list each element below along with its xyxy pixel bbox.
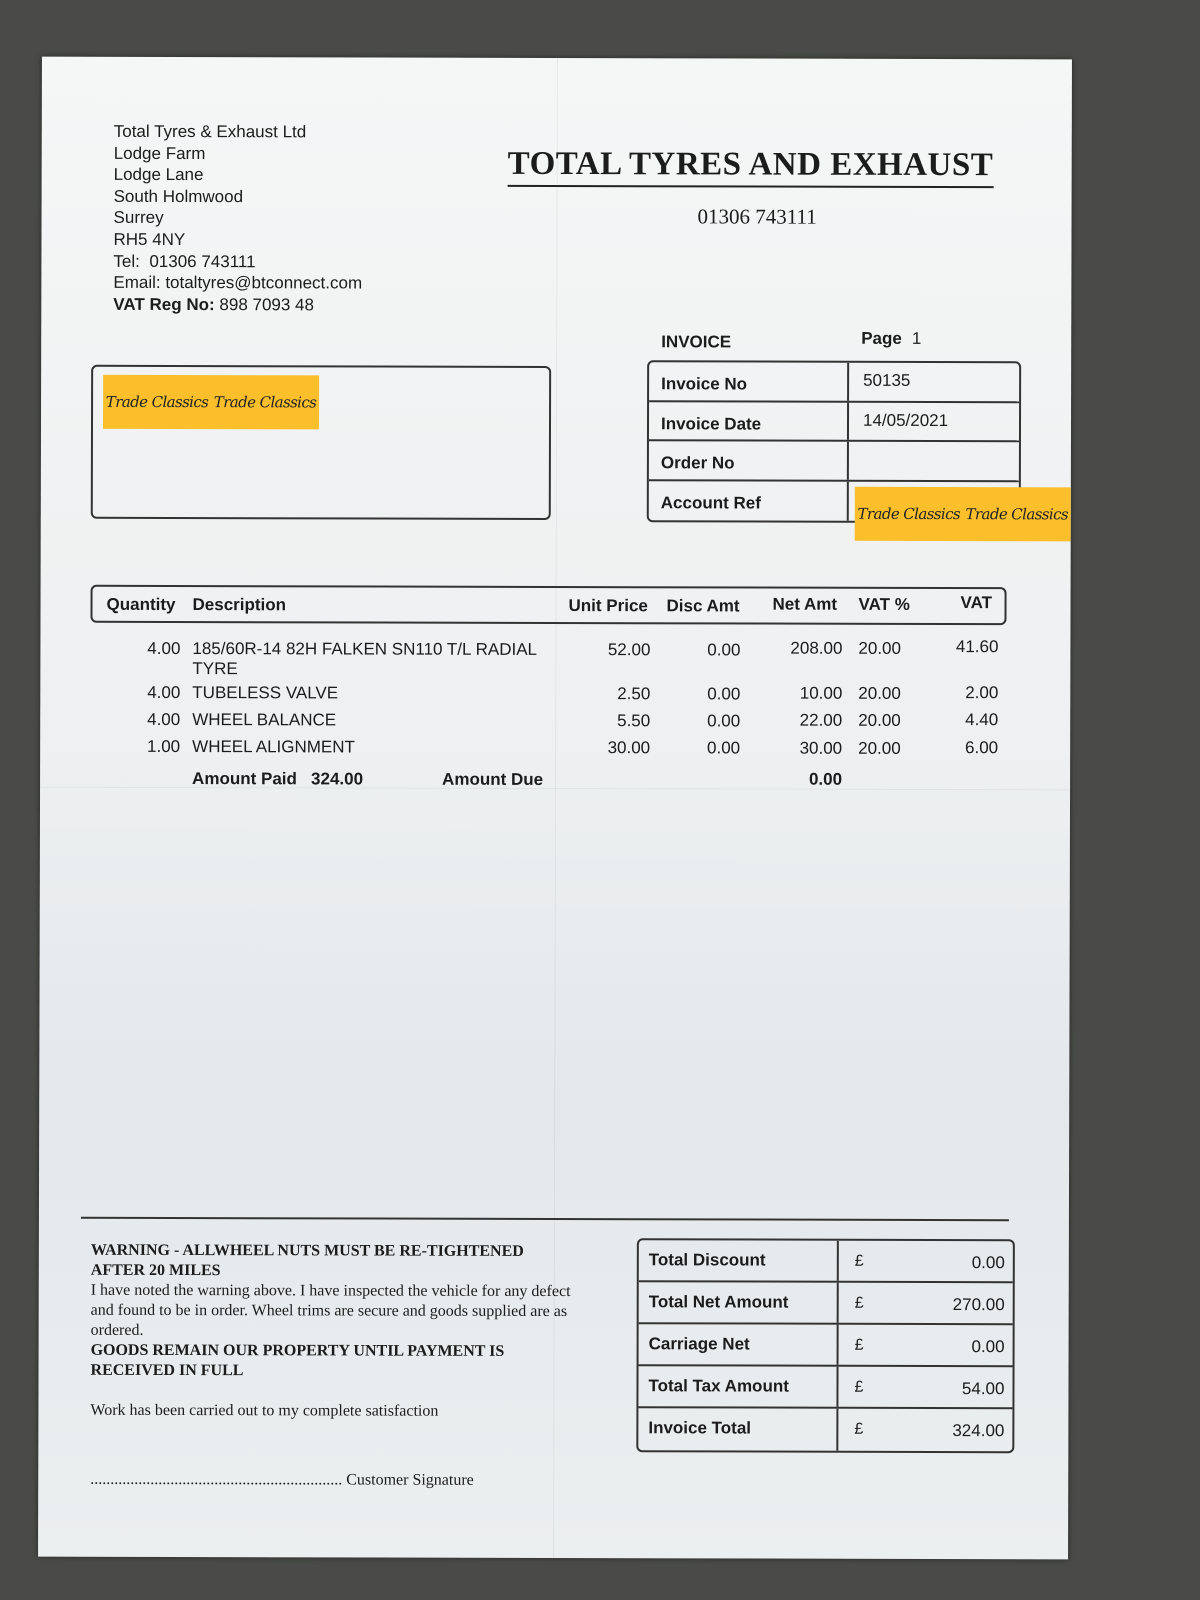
currency-symbol: £ bbox=[854, 1336, 864, 1354]
col-vat: VAT bbox=[960, 593, 993, 613]
item-unit-price: 2.50 bbox=[617, 684, 651, 704]
signature-dots: ............................................................... bbox=[90, 1470, 343, 1489]
col-description: Description bbox=[192, 595, 287, 615]
header-phone: 01306 743111 bbox=[697, 204, 817, 229]
redaction-sticker bbox=[103, 375, 319, 430]
item-vat-pct: 20.00 bbox=[858, 710, 901, 730]
field-label: Account Ref bbox=[649, 481, 849, 521]
item-net: 30.00 bbox=[799, 738, 843, 758]
item-unit-price: 52.00 bbox=[607, 640, 651, 660]
amount-due-label: Amount Due bbox=[442, 769, 544, 789]
item-vat-pct: 20.00 bbox=[858, 638, 901, 658]
item-vat-pct: 20.00 bbox=[858, 738, 901, 758]
item-net: 10.00 bbox=[799, 683, 843, 703]
tel-value: 01306 743111 bbox=[149, 251, 256, 271]
item-unit-price: 30.00 bbox=[607, 738, 651, 758]
amount-paid-label: Amount Paid bbox=[192, 769, 297, 789]
total-discount-row bbox=[639, 1240, 1013, 1283]
totals-label: Carriage Net bbox=[639, 1324, 839, 1365]
order-no-row bbox=[649, 441, 1019, 481]
currency-symbol: £ bbox=[854, 1378, 864, 1396]
company-address bbox=[113, 121, 362, 316]
item-qty: 4.00 bbox=[147, 638, 181, 659]
totals-value: 270.00 bbox=[952, 1295, 1005, 1315]
field-label: Invoice No bbox=[649, 362, 849, 400]
totals-label: Total Net Amount bbox=[639, 1282, 839, 1323]
invoice-no-row bbox=[649, 362, 1019, 402]
item-desc: WHEEL BALANCE bbox=[192, 710, 337, 730]
item-desc: TUBELESS VALVE bbox=[192, 683, 339, 703]
company-vat bbox=[113, 294, 362, 316]
page-indicator bbox=[861, 329, 921, 349]
company-title: TOTAL TYRES AND EXHAUST bbox=[508, 146, 994, 188]
satisfaction-line: Work has been carried out to my complete satisfaction bbox=[90, 1401, 439, 1420]
watermark-text: Trade Classics bbox=[965, 505, 1069, 524]
item-net: 208.00 bbox=[790, 638, 843, 658]
address-line: Lodge Lane bbox=[113, 165, 204, 185]
totals-value: 0.00 bbox=[971, 1337, 1005, 1357]
col-unit-price: Unit Price bbox=[568, 596, 648, 616]
invoice-sheet bbox=[38, 57, 1072, 1560]
company-tel bbox=[113, 250, 362, 272]
note-line: ordered. bbox=[90, 1321, 144, 1339]
currency-symbol: £ bbox=[854, 1294, 864, 1312]
col-vat-pct: VAT % bbox=[858, 594, 910, 614]
address-line: South Holmwood bbox=[113, 186, 244, 206]
vat-value: 898 7093 48 bbox=[219, 294, 314, 315]
footer-divider bbox=[81, 1217, 1009, 1221]
item-vat-pct: 20.00 bbox=[858, 683, 901, 703]
totals-label: Total Discount bbox=[639, 1240, 839, 1281]
invoice-date-row bbox=[649, 402, 1019, 442]
field-label: Order No bbox=[649, 441, 849, 479]
watermark-text: Trade Classics bbox=[857, 504, 961, 524]
warning-line: WARNING - ALLWHEEL NUTS MUST BE RE-TIGHTENED bbox=[90, 1241, 524, 1260]
email-value: totaltyres@btconnect.com bbox=[165, 273, 363, 293]
goods-line: GOODS REMAIN OUR PROPERTY UNTIL PAYMENT IS bbox=[90, 1341, 505, 1360]
invoice-label: INVOICE bbox=[661, 332, 732, 352]
total-tax-row bbox=[638, 1366, 1012, 1409]
signature-line bbox=[90, 1471, 474, 1490]
totals-value: 54.00 bbox=[961, 1379, 1005, 1399]
invoice-total-row bbox=[638, 1408, 1012, 1451]
field-label: Invoice Date bbox=[649, 402, 849, 440]
totals-value: 324.00 bbox=[952, 1421, 1005, 1441]
warning-notice bbox=[90, 1241, 620, 1422]
order-number bbox=[849, 442, 1019, 480]
company-email bbox=[113, 272, 362, 294]
page-label: Page bbox=[861, 328, 902, 348]
item-desc-cont: TYRE bbox=[192, 659, 238, 679]
total-net-row bbox=[639, 1282, 1013, 1325]
note-line: and found to be in order. Wheel trims are secure and goods supplied are as bbox=[90, 1301, 568, 1321]
item-net: 22.00 bbox=[799, 710, 843, 730]
item-desc: WHEEL ALIGNMENT bbox=[192, 737, 355, 757]
address-line: Lodge Farm bbox=[113, 143, 206, 163]
totals-value: 0.00 bbox=[971, 1253, 1005, 1273]
watermark-text: Trade Classics bbox=[105, 392, 209, 412]
amount-paid-value: 324.00 bbox=[311, 769, 364, 789]
redaction-sticker bbox=[855, 487, 1071, 542]
col-net-amt: Net Amt bbox=[772, 594, 838, 614]
totals-label: Total Tax Amount bbox=[638, 1366, 838, 1407]
totals-label: Invoice Total bbox=[638, 1408, 838, 1451]
email-label: Email: bbox=[113, 272, 161, 293]
invoice-date: 14/05/2021 bbox=[862, 410, 949, 430]
item-vat: 6.00 bbox=[965, 738, 999, 758]
warning-line: AFTER 20 MILES bbox=[90, 1261, 221, 1280]
vat-label: VAT Reg No: bbox=[113, 294, 215, 314]
item-desc: 185/60R-14 82H FALKEN SN110 T/L RADIAL bbox=[192, 639, 538, 659]
item-unit-price: 5.50 bbox=[617, 711, 651, 731]
note-line: I have noted the warning above. I have inspected the vehicle for any defect bbox=[90, 1281, 571, 1301]
goods-line: RECEIVED IN FULL bbox=[90, 1361, 244, 1380]
item-qty: 4.00 bbox=[147, 709, 181, 730]
address-line: RH5 4NY bbox=[113, 229, 186, 249]
item-qty: 4.00 bbox=[147, 682, 181, 703]
tel-label: Tel: bbox=[113, 251, 140, 271]
currency-symbol: £ bbox=[854, 1420, 864, 1438]
item-vat: 2.00 bbox=[965, 683, 999, 703]
address-line: Surrey bbox=[113, 208, 164, 228]
item-disc: 0.00 bbox=[707, 640, 741, 660]
item-vat: 41.60 bbox=[955, 637, 999, 657]
amount-due-value: 0.00 bbox=[808, 769, 843, 789]
watermark-text: Trade Classics bbox=[213, 393, 317, 412]
item-disc: 0.00 bbox=[707, 684, 741, 704]
signature-label: Customer Signature bbox=[346, 1471, 474, 1489]
invoice-number: 50135 bbox=[863, 370, 911, 390]
item-disc: 0.00 bbox=[707, 711, 741, 731]
currency-symbol: £ bbox=[854, 1252, 864, 1270]
item-qty: 1.00 bbox=[147, 736, 181, 757]
items-header bbox=[90, 585, 1006, 625]
address-line: Total Tyres & Exhaust Ltd bbox=[113, 121, 307, 142]
carriage-net-row bbox=[639, 1324, 1013, 1367]
page-number: 1 bbox=[911, 328, 922, 348]
totals-box bbox=[636, 1238, 1015, 1453]
col-disc-amt: Disc Amt bbox=[666, 596, 740, 616]
item-disc: 0.00 bbox=[707, 738, 741, 758]
col-quantity: Quantity bbox=[106, 594, 176, 615]
item-vat: 4.40 bbox=[965, 710, 999, 730]
